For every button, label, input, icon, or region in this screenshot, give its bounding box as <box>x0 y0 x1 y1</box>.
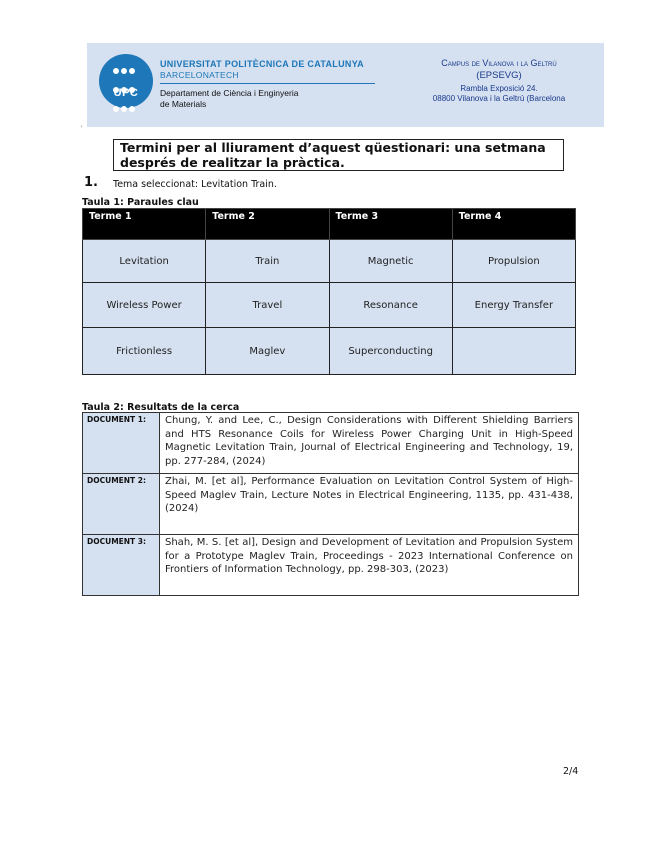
campus-address <box>405 58 593 103</box>
document-reference: Shah, M. S. [et al], Design and Development of Levitation and Propulsion System for a Prototype Maglev Train, Proceedings - 2023 International Conference on Frontiers of Information Technology, pp. 298-303, (2023) <box>160 535 579 596</box>
campus-street: Rambla Exposició 24. <box>460 84 538 93</box>
question-text: Tema seleccionat: Levitation Train. <box>113 179 277 190</box>
campus-city: 08800 Vilanova i la Geltrú (Barcelona <box>432 94 566 103</box>
table-row <box>83 474 579 535</box>
university-name: UNIVERSITAT POLITÈCNICA DE CATALUNYA <box>160 59 364 69</box>
logo-text: UPC <box>113 87 139 99</box>
deadline-box: Termini per al lliurament d’aquest qüestionari: una setmana després de realitzar la pràctica. <box>113 139 564 171</box>
table-header-cell: Terme 4 <box>452 209 575 240</box>
table-row <box>83 283 576 328</box>
question-number: 1. <box>84 175 98 190</box>
upc-logo <box>99 54 153 108</box>
department-line-2: de Materials <box>160 99 207 109</box>
table-header-row <box>83 209 576 240</box>
table-header-cell: Terme 3 <box>329 209 452 240</box>
table-cell: Resonance <box>329 283 452 328</box>
document-label: DOCUMENT 2: <box>83 474 160 535</box>
table-cell: Magnetic <box>329 240 452 283</box>
document-label: DOCUMENT 3: <box>83 535 160 596</box>
table-cell: Superconducting <box>329 328 452 375</box>
table-cell: Frictionless <box>83 328 206 375</box>
table-row <box>83 535 579 596</box>
table-header-cell: Terme 1 <box>83 209 206 240</box>
table-cell: Propulsion <box>452 240 575 283</box>
table-row <box>83 328 576 375</box>
table-row <box>83 413 579 474</box>
header-divider <box>160 83 375 84</box>
document-reference: Chung, Y. and Lee, C., Design Considerations with Different Shielding Barriers and HTS Resonance Coils for Wireless Power Charging Unit in High-Speed Magnetic Levitation Train, Journal of Electrical Engineering and Technology, 19, pp. 277-284, (2024) <box>160 413 579 474</box>
document-label: DOCUMENT 1: <box>83 413 160 474</box>
university-subtitle: BARCELONATECH <box>160 70 239 80</box>
table2-caption: Taula 2: Resultats de la cerca <box>82 402 240 413</box>
page-number: 2/4 <box>563 766 579 777</box>
table-cell <box>452 328 575 375</box>
keywords-table <box>82 208 576 375</box>
campus-name: Campus de Vilanova i la Geltrú <box>441 58 557 68</box>
table1-caption: Taula 1: Paraules clau <box>82 197 199 208</box>
decorative-mark: ' <box>81 125 83 132</box>
table-cell: Train <box>206 240 329 283</box>
table-cell: Travel <box>206 283 329 328</box>
document-reference: Zhai, M. [et al], Performance Evaluation on Levitation Control System of High-Speed Maglev Train, Lecture Notes in Electrical Engineering, 1135, pp. 431-438, (2024) <box>160 474 579 535</box>
campus-school: (EPSEVG) <box>476 70 522 81</box>
results-table <box>82 412 579 596</box>
table-cell: Energy Transfer <box>452 283 575 328</box>
table-row <box>83 240 576 283</box>
department-name <box>160 88 298 110</box>
department-line-1: Departament de Ciència i Enginyeria <box>160 88 299 98</box>
table-header-cell: Terme 2 <box>206 209 329 240</box>
table-cell: Levitation <box>83 240 206 283</box>
table-cell: Maglev <box>206 328 329 375</box>
table-cell: Wireless Power <box>83 283 206 328</box>
